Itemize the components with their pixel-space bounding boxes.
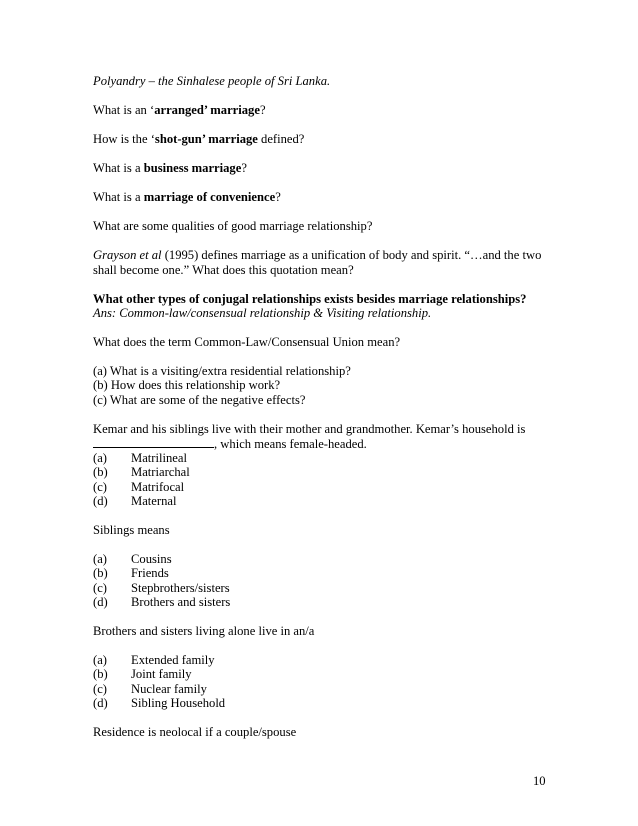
grayson-quote-line-2: shall become one.” What does this quotation mean?: [93, 263, 354, 277]
option-item: (c) Nuclear family: [93, 682, 207, 696]
question-arranged-marriage: What is an ‘arranged’ marriage?: [93, 103, 266, 117]
kemar-question-line-1: Kemar and his siblings live with their mother and grandmother. Kemar’s household is: [93, 422, 526, 436]
option-item: (b) Friends: [93, 566, 169, 580]
option-item: (b) Joint family: [93, 667, 192, 681]
page-number: 10: [533, 774, 546, 788]
question-conjugal-relationships: What other types of conjugal relationships exists besides marriage relationships?: [93, 292, 527, 306]
question-business-marriage: What is a business marriage?: [93, 161, 247, 175]
question-marriage-of-convenience: What is a marriage of convenience?: [93, 190, 281, 204]
option-item: (a) Cousins: [93, 552, 172, 566]
polyandry-line: Polyandry – the Sinhalese people of Sri Lanka.: [93, 74, 331, 88]
answer-conjugal-relationships: Ans: Common-law/consensual relationship & Visiting relationship.: [93, 306, 432, 320]
siblings-question: Siblings means: [93, 523, 170, 537]
option-item: (d) Brothers and sisters: [93, 595, 231, 609]
brothers-sisters-question: Brothers and sisters living alone live in an/a: [93, 624, 315, 638]
residence-question: Residence is neolocal if a couple/spouse: [93, 725, 297, 739]
question-common-law: What does the term Common-Law/Consensual Union mean?: [93, 335, 401, 349]
option-item: (b) Matriarchal: [93, 465, 190, 479]
visiting-question-a: (a) What is a visiting/extra residential relationship?: [93, 364, 351, 378]
answer-blank: [93, 436, 214, 448]
option-item: (c) Stepbrothers/sisters: [93, 581, 230, 595]
option-item: (c) Matrifocal: [93, 480, 185, 494]
question-good-marriage-qualities: What are some qualities of good marriage relationship?: [93, 219, 373, 233]
option-item: (d) Maternal: [93, 494, 177, 508]
grayson-author: Grayson et al: [93, 248, 162, 262]
option-item: (a) Extended family: [93, 653, 215, 667]
visiting-question-b: (b) How does this relationship work?: [93, 378, 281, 392]
grayson-quote-line-1: Grayson et al (1995) defines marriage as a unification of body and spirit. “…and the two: [93, 248, 542, 262]
visiting-question-c: (c) What are some of the negative effects?: [93, 393, 306, 407]
option-item: (d) Sibling Household: [93, 696, 226, 710]
kemar-question-line-2: , which means female-headed.: [93, 436, 367, 452]
option-item: (a) Matrilineal: [93, 451, 187, 465]
question-shotgun-marriage: How is the ‘shot-gun’ marriage defined?: [93, 132, 305, 146]
